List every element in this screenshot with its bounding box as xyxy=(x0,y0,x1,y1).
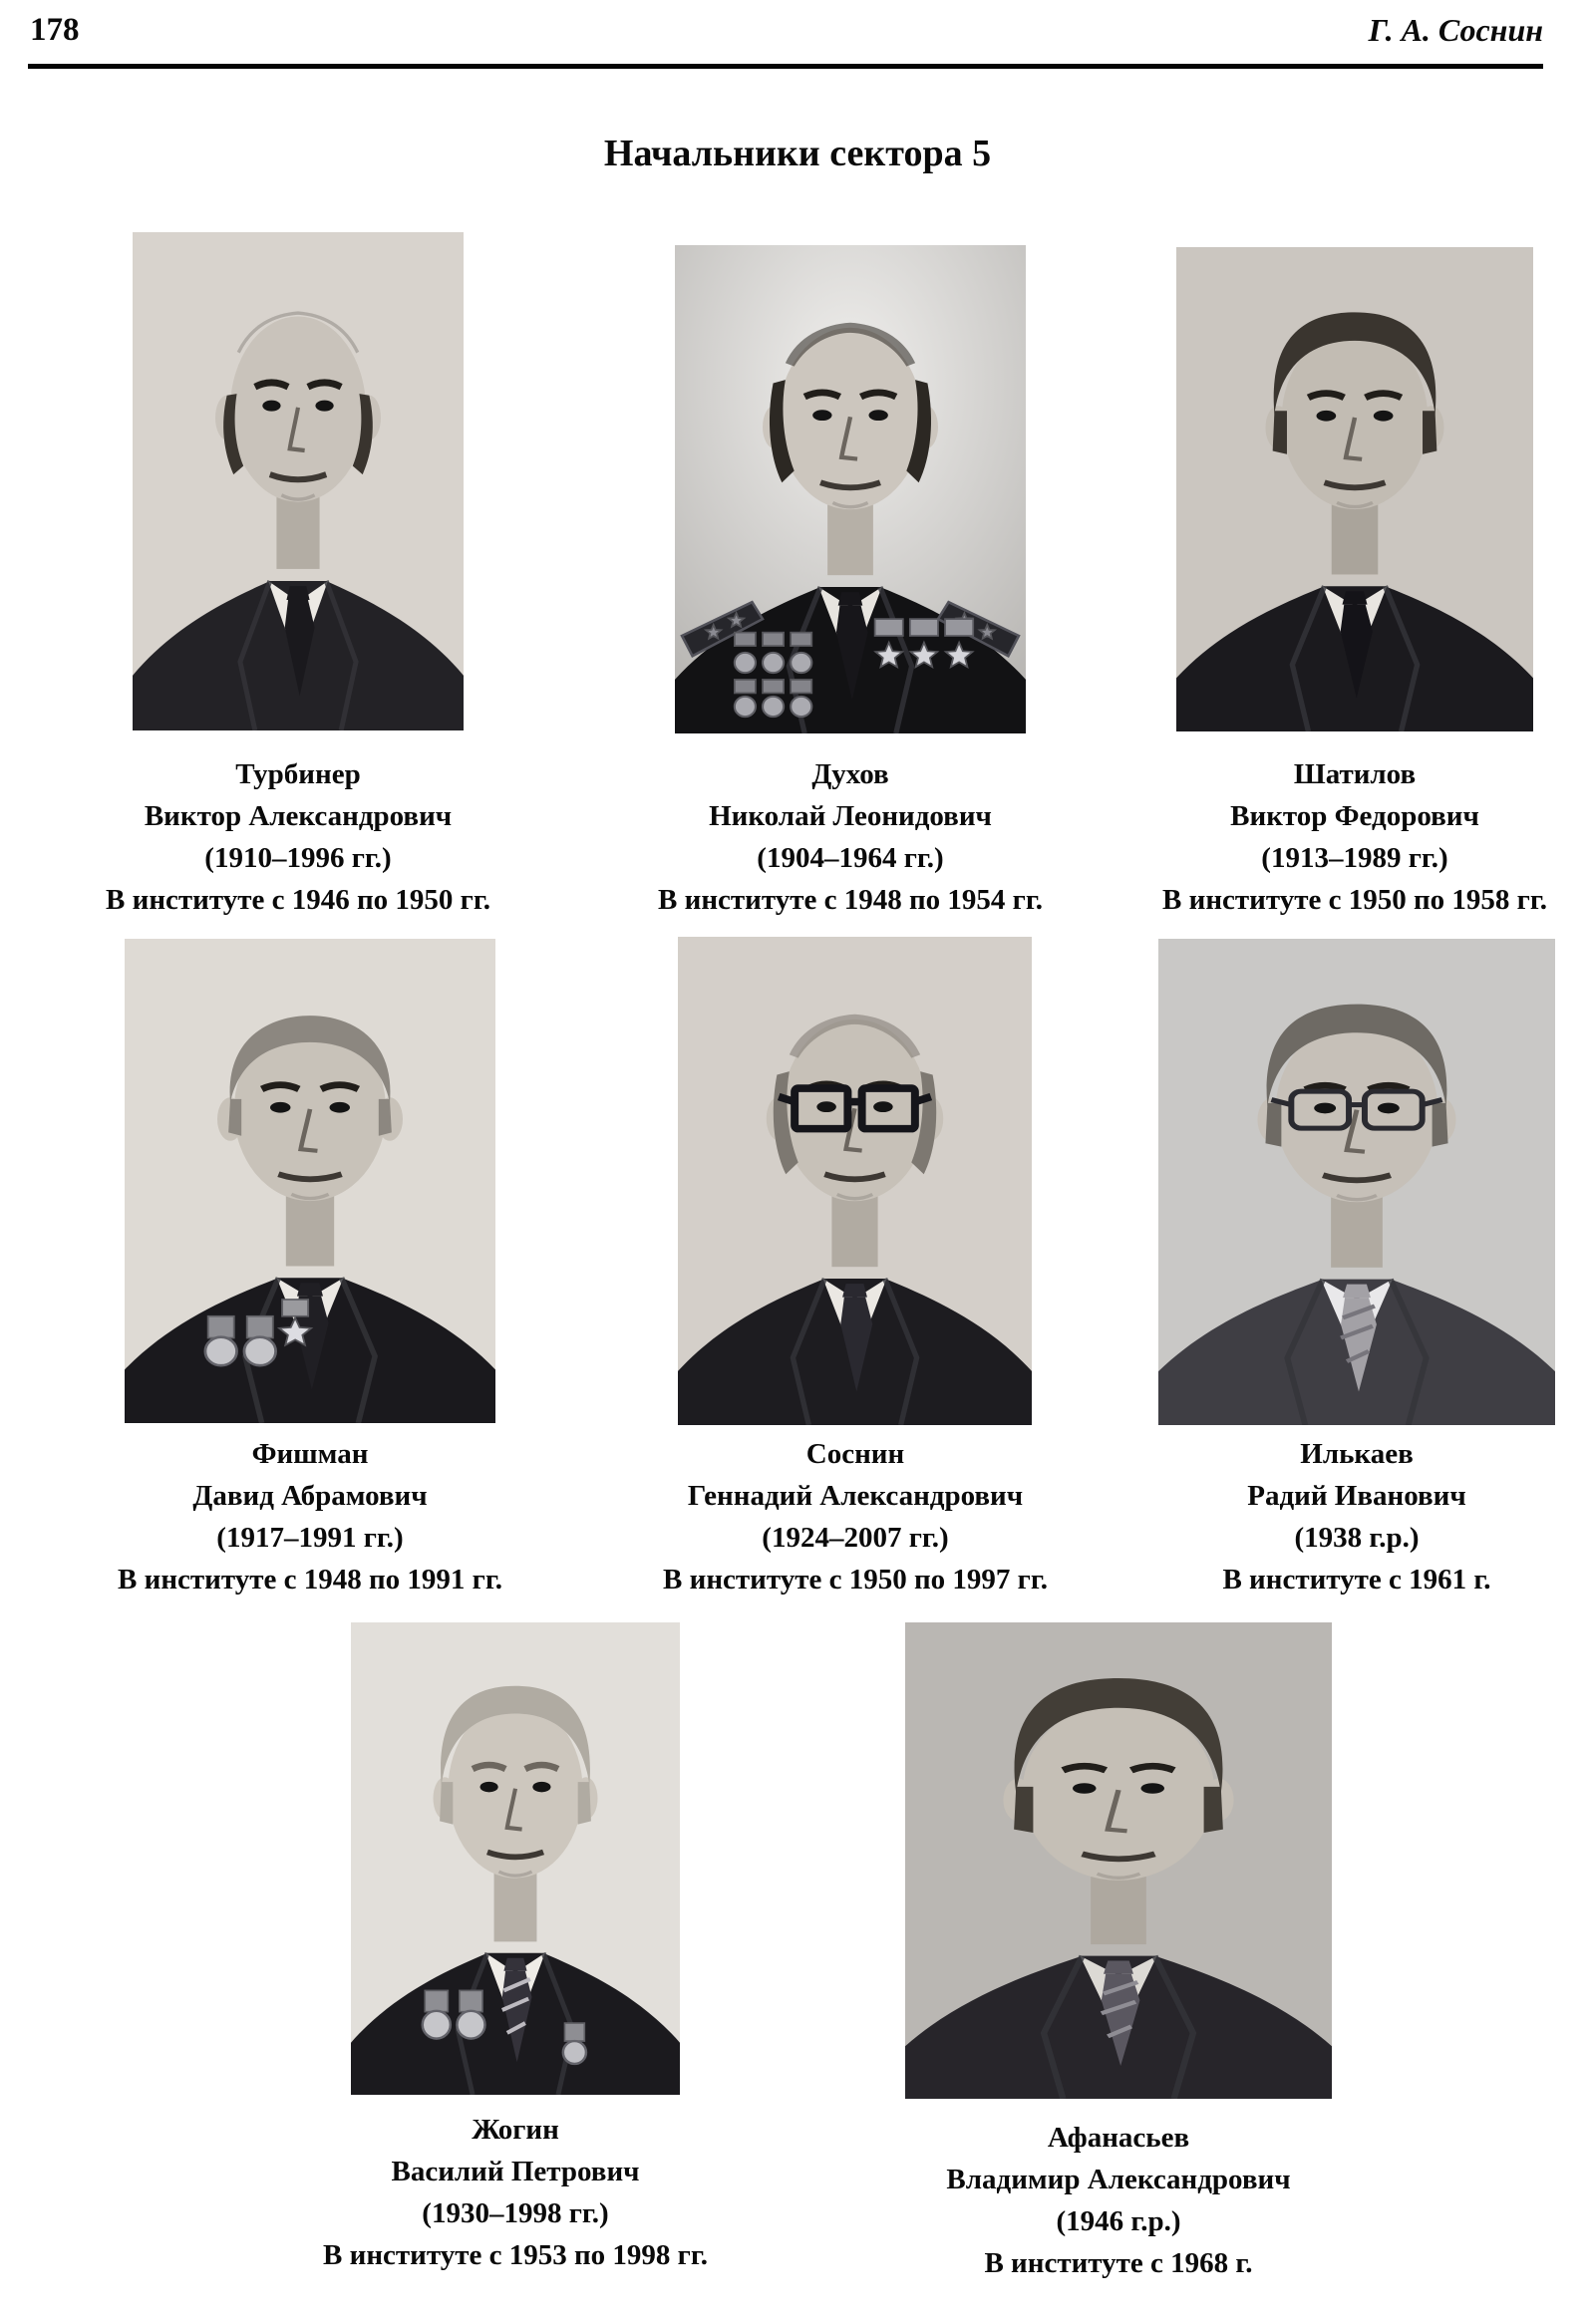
portrait-photo xyxy=(1176,247,1533,731)
person-years: (1913–1989 гг.) xyxy=(1261,842,1448,874)
person-tenure: В институте с 1961 г. xyxy=(1222,1564,1491,1596)
person-surname: Жогин xyxy=(472,2114,559,2146)
person-years: (1946 г.р.) xyxy=(1056,2205,1181,2237)
person-name: Радий Иванович xyxy=(1247,1480,1466,1512)
person-name: Владимир Александрович xyxy=(946,2164,1291,2195)
person-name: Виктор Александрович xyxy=(144,800,453,832)
person-surname: Духов xyxy=(811,758,889,790)
person-surname: Илькаев xyxy=(1300,1438,1414,1470)
person-name: Николай Леонидович xyxy=(709,800,992,832)
person-surname: Шатилов xyxy=(1293,758,1417,790)
page-title: Начальники сектора 5 xyxy=(603,133,992,174)
header-rule xyxy=(28,64,1543,69)
person-tenure: В институте с 1948 по 1991 гг. xyxy=(118,1564,502,1596)
portrait-photo xyxy=(125,939,495,1423)
person-tenure: В институте с 1968 г. xyxy=(984,2247,1253,2279)
person-surname: Афанасьев xyxy=(1047,2122,1190,2154)
portrait-caption xyxy=(0,753,597,921)
person-years: (1917–1991 гг.) xyxy=(216,1522,404,1554)
portrait-photo xyxy=(678,937,1032,1425)
person-tenure: В институте с 1953 по 1998 гг. xyxy=(323,2239,708,2271)
page-number: 178 xyxy=(30,12,80,48)
person-years: (1910–1996 гг.) xyxy=(204,842,392,874)
person-tenure: В институте с 1950 по 1958 гг. xyxy=(1162,884,1547,916)
person-years: (1904–1964 гг.) xyxy=(757,842,944,874)
portrait-photo xyxy=(351,1622,680,2095)
person-years: (1938 г.р.) xyxy=(1294,1522,1420,1554)
portrait-caption xyxy=(216,2109,814,2276)
portrait-caption xyxy=(819,2117,1418,2284)
portrait-photo xyxy=(675,245,1026,733)
person-name: Василий Петрович xyxy=(391,2156,640,2187)
portrait-photo xyxy=(133,232,464,730)
portrait-photo xyxy=(1158,939,1555,1425)
person-surname: Турбинер xyxy=(235,758,361,790)
person-name: Геннадий Александрович xyxy=(687,1480,1024,1512)
portrait-caption xyxy=(1058,1433,1595,1600)
person-tenure: В институте с 1946 по 1950 гг. xyxy=(106,884,490,916)
person-years: (1924–2007 гг.) xyxy=(762,1522,949,1554)
person-tenure: В институте с 1950 по 1997 гг. xyxy=(663,1564,1048,1596)
person-surname: Фишман xyxy=(251,1438,369,1470)
portrait-photo xyxy=(905,1622,1332,2099)
portrait-caption xyxy=(11,1433,609,1600)
running-head-author: Г. А. Соснин xyxy=(1368,12,1543,48)
person-name: Виктор Федорович xyxy=(1230,800,1479,832)
portrait-caption xyxy=(1056,753,1595,921)
person-years: (1930–1998 гг.) xyxy=(422,2197,609,2229)
person-surname: Соснин xyxy=(805,1438,905,1470)
person-name: Давид Абрамович xyxy=(192,1480,428,1512)
person-tenure: В институте с 1948 по 1954 гг. xyxy=(658,884,1043,916)
